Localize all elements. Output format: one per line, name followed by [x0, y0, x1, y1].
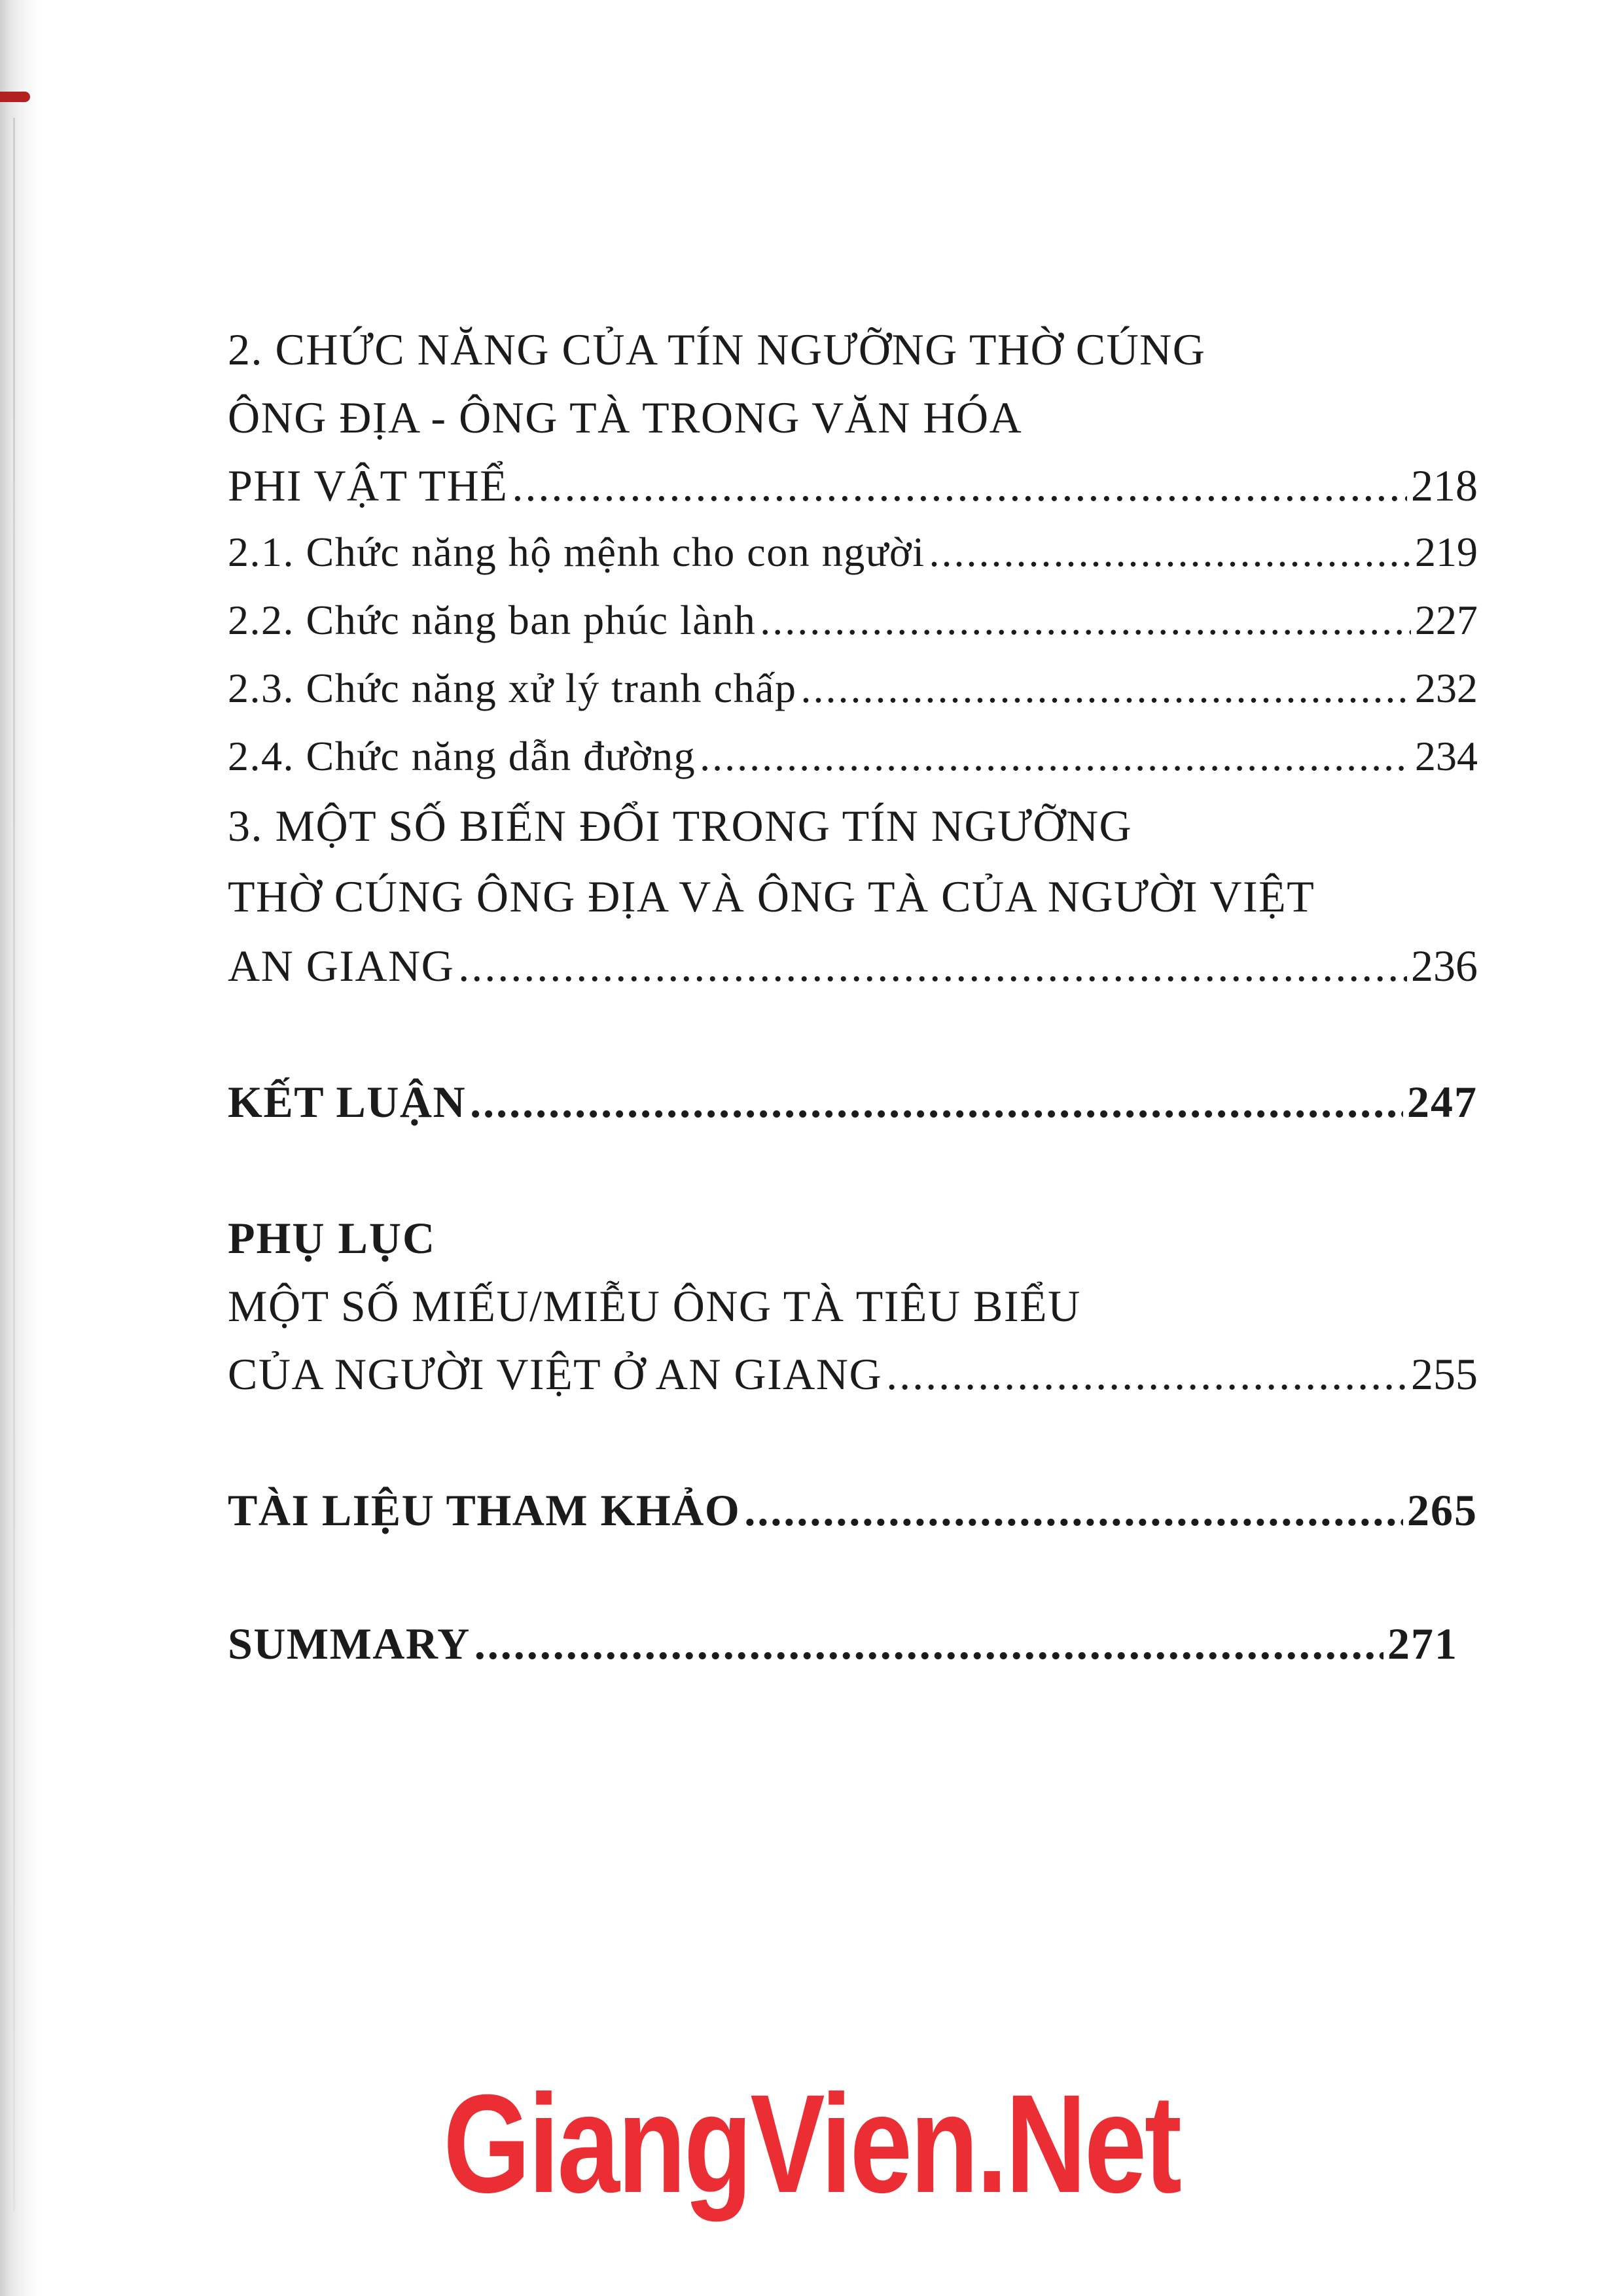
toc-entry-2-4[interactable] [228, 735, 1478, 777]
toc-leader-dots [800, 667, 1411, 709]
toc-entry-title: PHI VẬT THỂ [228, 461, 508, 510]
page-binding-shadow [0, 0, 39, 2296]
toc-page-number: 236 [1411, 941, 1478, 991]
toc-page-number: 219 [1415, 529, 1478, 575]
toc-leader-dots [886, 1352, 1407, 1396]
watermark-logo: GiangVien.Net [443, 2066, 1180, 2222]
phu-luc-title-line1: MỘT SỐ MIẾU/MIỄU ÔNG TÀ TIÊU BIỂU [228, 1281, 1081, 1331]
toc-entry-title: CỦA NGƯỜI VIỆT Ở AN GIANG [228, 1349, 883, 1399]
toc-entry-2-2[interactable] [228, 599, 1478, 641]
toc-leader-dots [512, 463, 1407, 508]
toc-entry-title: 2.1. Chức năng hộ mệnh cho con người [228, 529, 925, 575]
phu-luc-heading: PHỤ LỤC [228, 1213, 437, 1263]
toc-entry-title: 2.4. Chức năng dẫn đường [228, 733, 696, 779]
toc-leader-dots [458, 944, 1407, 988]
toc-entry-section2[interactable] [228, 463, 1478, 508]
toc-leader-dots [470, 1080, 1403, 1124]
section3-title-line2: THỜ CÚNG ÔNG ĐỊA VÀ ÔNG TÀ CỦA NGƯỜI VIỆT [228, 872, 1315, 921]
toc-entry-title: SUMMARY [228, 1619, 471, 1669]
toc-entry-section3[interactable] [228, 941, 1478, 991]
toc-page-number: 265 [1407, 1485, 1478, 1535]
toc-entry-2-1[interactable] [228, 531, 1478, 573]
toc-leader-dots [700, 735, 1411, 777]
toc-entry-2-3[interactable] [228, 667, 1478, 709]
section2-title-line1: 2. CHỨC NĂNG CỦA TÍN NGƯỠNG THỜ CÚNG [228, 325, 1206, 374]
toc-entry-ket-luan[interactable] [228, 1077, 1478, 1127]
toc-entry-phu-luc[interactable] [228, 1349, 1478, 1399]
toc-page-number: 271 [1387, 1619, 1458, 1669]
page-edge-mark [0, 92, 30, 102]
toc-entry-summary[interactable] [228, 1619, 1458, 1669]
toc-page-number: 227 [1415, 597, 1478, 643]
section3-title-line1: 3. MỘT SỐ BIẾN ĐỔI TRONG TÍN NGƯỠNG [228, 801, 1133, 851]
toc-page-number: 234 [1415, 733, 1478, 779]
toc-entry-title: AN GIANG [228, 941, 455, 991]
toc-page-number: 247 [1407, 1077, 1478, 1127]
toc-page-number: 232 [1415, 665, 1478, 711]
page-spine-line [13, 118, 15, 2212]
toc-leader-dots [929, 531, 1412, 573]
toc-leader-dots [474, 1621, 1383, 1666]
toc-leader-dots [760, 599, 1411, 641]
toc-entry-title: 2.3. Chức năng xử lý tranh chấp [228, 665, 797, 711]
toc-leader-dots [744, 1488, 1403, 1532]
toc-entry-title: TÀI LIỆU THAM KHẢO [228, 1485, 741, 1535]
section2-title-line2: ÔNG ĐỊA - ÔNG TÀ TRONG VĂN HÓA [228, 393, 1023, 442]
toc-entry-tai-lieu[interactable] [228, 1485, 1478, 1535]
toc-page-number: 218 [1411, 461, 1478, 510]
toc-entry-title: 2.2. Chức năng ban phúc lành [228, 597, 757, 643]
toc-page-number: 255 [1411, 1349, 1478, 1399]
toc-entry-title: KẾT LUẬN [228, 1077, 467, 1127]
